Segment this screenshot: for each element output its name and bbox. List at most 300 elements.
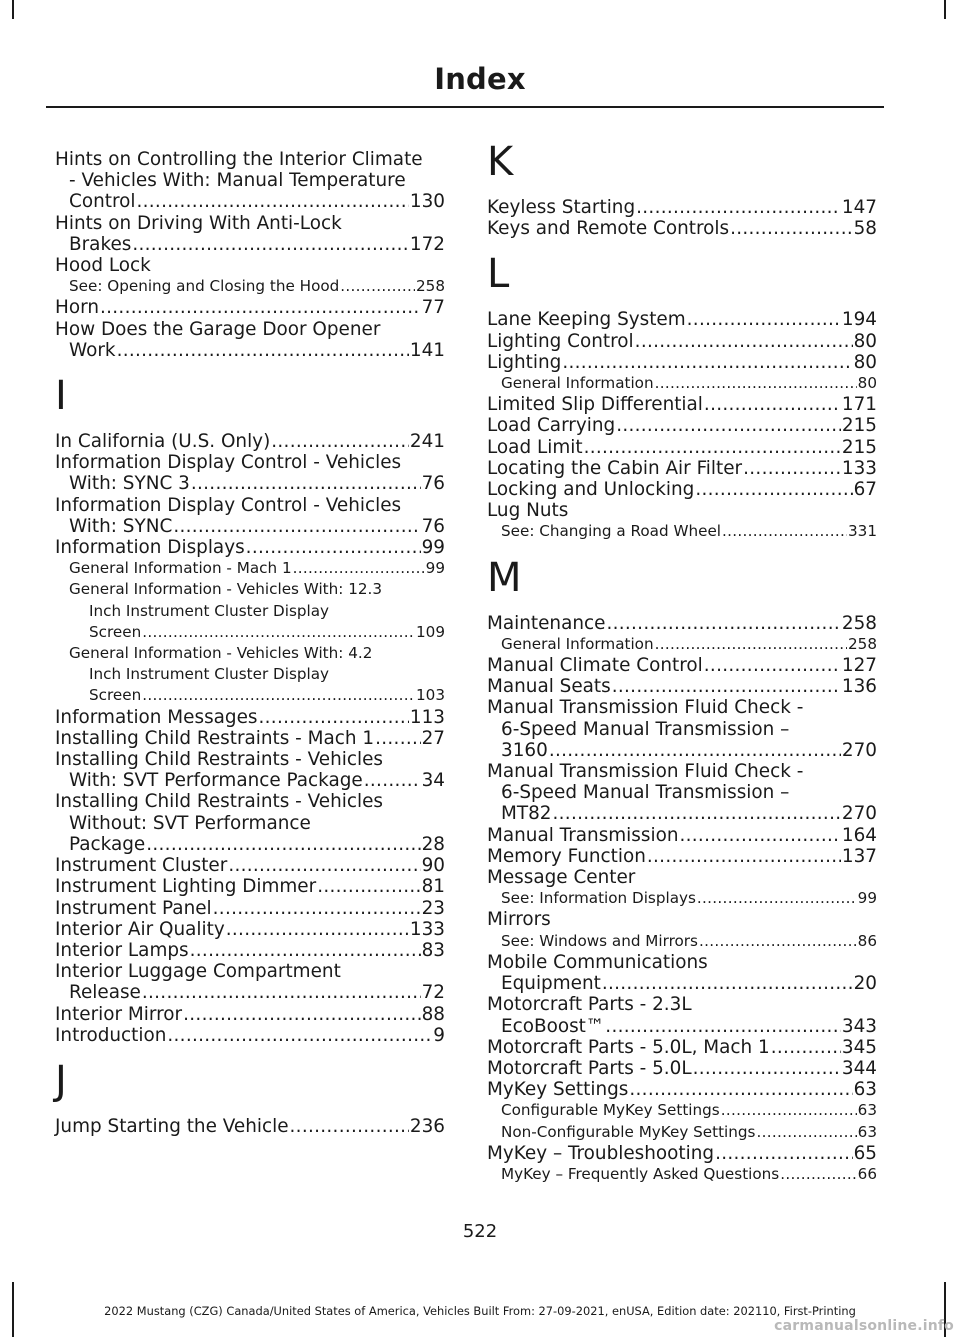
index-entry-text: Load Limit <box>487 436 583 458</box>
page-reference[interactable]: 83 <box>421 939 445 961</box>
page-reference[interactable]: 127 <box>841 655 877 677</box>
page-reference[interactable]: 9 <box>433 1024 445 1046</box>
index-entry-text: Motorcraft Parts - 5.0L, Mach 1 <box>487 1036 770 1058</box>
leader-dots <box>699 931 857 952</box>
leader-dots <box>100 297 421 318</box>
index-entry[interactable] <box>55 876 445 897</box>
page-reference[interactable]: 72 <box>421 982 445 1004</box>
index-entry-text: Locking and Unlocking <box>487 479 695 501</box>
index-entry-text: Lighting <box>487 351 562 373</box>
index-entry-line: - Vehicles With: Manual Temperature <box>69 170 406 192</box>
leader-dots <box>721 1100 857 1121</box>
page-reference[interactable]: 133 <box>841 457 877 479</box>
index-entry-text: Memory Function <box>487 845 646 867</box>
leader-dots <box>679 825 840 846</box>
page-reference[interactable]: 171 <box>841 394 877 416</box>
page-reference[interactable]: 99 <box>857 889 877 908</box>
index-entry[interactable] <box>55 452 445 494</box>
leader-dots <box>780 1164 856 1185</box>
index-column-right <box>487 139 877 1185</box>
page-reference[interactable]: 133 <box>409 918 445 940</box>
index-entry-row <box>501 888 877 909</box>
index-entry[interactable] <box>55 297 445 318</box>
index-entry[interactable] <box>55 255 445 276</box>
leader-dots <box>629 1079 852 1100</box>
page-reference[interactable]: 103 <box>416 686 445 705</box>
index-entry-row <box>501 373 877 394</box>
index-entry-row <box>487 458 877 479</box>
leader-dots <box>375 728 420 749</box>
index-subentry[interactable] <box>55 558 445 579</box>
index-entry[interactable] <box>487 613 877 634</box>
page-reference[interactable]: 99 <box>421 537 445 559</box>
page-reference[interactable]: 66 <box>857 1164 877 1183</box>
index-entry-text: See: Information Displays <box>501 889 696 908</box>
index-entry-row <box>487 309 877 330</box>
index-entry-text: Lug Nuts <box>487 500 569 522</box>
index-entry[interactable] <box>55 940 445 961</box>
index-entry-text: Maintenance <box>487 612 606 634</box>
index-entry-row <box>55 982 445 1003</box>
leader-dots <box>191 473 421 494</box>
index-entry-text: Manual Seats <box>487 676 611 698</box>
leader-dots <box>293 558 425 579</box>
leader-dots <box>246 537 421 558</box>
page-reference[interactable]: 63 <box>853 1079 877 1101</box>
page-reference[interactable]: 80 <box>857 374 877 393</box>
index-entry-line: Motorcraft Parts - 2.3L <box>487 994 692 1016</box>
index-entry-text: In California (U.S. Only) <box>55 431 271 453</box>
index-entry-text: With: SVT Performance Package <box>69 770 363 792</box>
index-entry-text: Equipment <box>501 973 601 995</box>
page-reference[interactable]: 109 <box>416 622 445 641</box>
index-entry[interactable] <box>487 655 877 676</box>
index-entry[interactable] <box>55 791 445 855</box>
index-entry-row <box>55 1004 445 1025</box>
index-subentry[interactable] <box>487 888 877 909</box>
index-entry-line: Inch Instrument Cluster Display <box>89 601 330 620</box>
index-entry-row <box>501 1164 877 1185</box>
leader-dots <box>693 1058 841 1079</box>
index-entry[interactable] <box>487 761 877 825</box>
index-entry[interactable] <box>55 537 445 558</box>
leader-dots <box>317 876 420 897</box>
index-entry-row <box>69 276 445 297</box>
leader-dots <box>136 191 408 212</box>
page-reference[interactable]: 344 <box>841 1057 877 1079</box>
leader-dots <box>167 1025 432 1046</box>
index-entry-row <box>55 537 445 558</box>
leader-dots <box>655 634 847 655</box>
page-reference[interactable]: 345 <box>841 1036 877 1058</box>
index-entry[interactable] <box>487 909 877 930</box>
leader-dots <box>647 846 841 867</box>
leader-dots <box>213 898 421 919</box>
index-entry-row <box>55 255 445 276</box>
index-entry-row <box>487 613 877 634</box>
leader-dots <box>226 919 409 940</box>
index-entry-row <box>55 855 445 876</box>
page-reference[interactable]: 241 <box>409 431 445 453</box>
leader-dots <box>715 1143 853 1164</box>
index-section-letter: M <box>487 554 522 601</box>
leader-dots <box>616 415 841 436</box>
index-entry[interactable] <box>55 919 445 940</box>
leader-dots <box>549 740 841 761</box>
index-entry-line: Interior Luggage Compartment <box>55 961 341 983</box>
index-entry-row <box>487 479 877 500</box>
page-reference[interactable]: 76 <box>421 473 445 495</box>
page-reference[interactable]: 86 <box>857 931 877 950</box>
leader-dots <box>364 770 421 791</box>
index-entry[interactable] <box>487 437 877 458</box>
page-reference[interactable]: 28 <box>421 833 445 855</box>
index-entry-row <box>487 803 877 824</box>
page-reference[interactable]: 27 <box>421 727 445 749</box>
leader-dots <box>636 197 841 218</box>
index-entry-row <box>487 437 877 458</box>
index-subentry[interactable] <box>55 276 445 297</box>
index-entry[interactable] <box>55 1025 445 1046</box>
index-entry-line: Hints on Driving With Anti-Lock <box>55 212 342 234</box>
index-entry-line: Information Display Control - Vehicles <box>55 452 402 474</box>
index-entry[interactable] <box>55 707 445 728</box>
page-reference[interactable]: 258 <box>416 277 445 296</box>
index-entry-text: Load Carrying <box>487 415 616 437</box>
leader-dots <box>730 218 853 239</box>
index-entry-text: Instrument Lighting Dimmer <box>55 876 317 898</box>
footer-watermark: carmanualsonline.info <box>774 1318 954 1334</box>
page-reference[interactable]: 67 <box>853 479 877 501</box>
leader-dots <box>183 1004 420 1025</box>
leader-dots <box>743 458 841 479</box>
index-entry-text: Interior Air Quality <box>55 918 225 940</box>
page-reference[interactable]: 63 <box>857 1122 877 1141</box>
index-entry-row <box>487 1037 877 1058</box>
index-subentry[interactable] <box>487 521 877 542</box>
index-entry-row <box>487 197 877 218</box>
index-entry[interactable] <box>487 952 877 994</box>
index-entry-row <box>55 707 445 728</box>
index-entry[interactable] <box>487 458 877 479</box>
page-reference[interactable]: 236 <box>409 1115 445 1137</box>
index-entry-text: Screen <box>89 622 142 641</box>
index-entry[interactable] <box>487 994 877 1036</box>
index-entry-text: Manual Transmission <box>487 824 679 846</box>
index-entry[interactable] <box>487 352 877 373</box>
index-entry-text: MyKey – Troubleshooting <box>487 1142 715 1164</box>
index-entry[interactable] <box>55 495 445 537</box>
index-entry-text: Non-Configurable MyKey Settings <box>501 1122 756 1141</box>
index-entry[interactable] <box>55 1116 445 1137</box>
index-entry[interactable] <box>487 394 877 415</box>
index-entry-line: General Information - Vehicles With: 12.3 <box>69 580 383 599</box>
index-subentry[interactable] <box>487 634 877 655</box>
index-entry-line: 6-Speed Manual Transmission – <box>501 718 790 740</box>
index-entry-row <box>69 622 445 643</box>
page-reference[interactable]: 88 <box>421 1003 445 1025</box>
page-reference[interactable]: 172 <box>409 233 445 255</box>
page-reference[interactable]: 258 <box>841 612 877 634</box>
index-entry-text: General Information <box>501 374 654 393</box>
page-reference[interactable]: 65 <box>853 1142 877 1164</box>
index-entry-text: General Information <box>501 634 654 653</box>
page-reference[interactable]: 194 <box>841 309 877 331</box>
crop-mark-top-left <box>12 0 14 19</box>
page-reference[interactable]: 215 <box>841 415 877 437</box>
index-entry[interactable] <box>487 331 877 352</box>
leader-dots <box>697 888 857 909</box>
index-entry[interactable] <box>487 697 877 761</box>
index-entry[interactable] <box>55 319 445 361</box>
index-entry-row <box>487 352 877 373</box>
index-entry-row <box>55 876 445 897</box>
index-entry-row <box>501 521 877 542</box>
leader-dots <box>142 622 415 643</box>
index-entry-text: Jump Starting the Vehicle <box>55 1115 289 1137</box>
leader-dots <box>704 655 841 676</box>
index-column-left <box>55 149 445 1137</box>
index-entry-line: Installing Child Restraints - Vehicles <box>55 749 384 771</box>
leader-dots <box>606 613 840 634</box>
index-entry[interactable] <box>487 1143 877 1164</box>
index-entry-row <box>487 218 877 239</box>
index-entry[interactable] <box>487 1058 877 1079</box>
index-entry-line: Hints on Controlling the Interior Climate <box>55 149 423 170</box>
page-reference[interactable]: 270 <box>841 739 877 761</box>
page-reference[interactable]: 23 <box>421 897 445 919</box>
page-reference[interactable]: 34 <box>421 770 445 792</box>
index-section-letter: L <box>487 251 510 298</box>
index-entry-row <box>55 728 445 749</box>
page-reference[interactable]: 63 <box>857 1101 877 1120</box>
footer-edition-info: 2022 Mustang (CZG) Canada/United States of America, Vehicles Built From: 27-09-2021, enUSA, Edition date: 202110, First-Printing <box>104 1304 856 1318</box>
index-entry[interactable] <box>55 213 445 255</box>
index-entry-text: Horn <box>55 297 99 319</box>
index-subentry[interactable] <box>55 643 445 707</box>
leader-dots <box>173 516 420 537</box>
index-entry[interactable] <box>487 825 877 846</box>
index-entry-text: Introduction <box>55 1024 167 1046</box>
index-entry-text: Limited Slip Differential <box>487 394 703 416</box>
index-entry-row <box>487 394 877 415</box>
index-entry-text: See: Changing a Road Wheel <box>501 522 722 541</box>
leader-dots <box>132 234 409 255</box>
leader-dots <box>562 352 852 373</box>
leader-dots <box>553 803 841 824</box>
index-subentry[interactable] <box>487 1100 877 1121</box>
leader-dots <box>771 1037 841 1058</box>
leader-dots <box>756 1122 856 1143</box>
index-entry[interactable] <box>55 961 445 1003</box>
index-entry[interactable] <box>487 197 877 218</box>
index-section-letter: K <box>487 139 514 185</box>
index-entry-row <box>55 1025 445 1046</box>
index-entry-row <box>55 234 445 255</box>
leader-dots <box>695 479 852 500</box>
index-entry-row <box>487 1058 877 1079</box>
index-entry-row <box>487 825 877 846</box>
index-entry-text: Configurable MyKey Settings <box>501 1101 720 1120</box>
index-entry[interactable] <box>487 846 877 867</box>
leader-dots <box>612 676 841 697</box>
leader-dots <box>290 1116 409 1137</box>
index-entry-text: Package <box>69 833 146 855</box>
page-reference[interactable]: 130 <box>409 191 445 213</box>
index-entry[interactable] <box>487 309 877 330</box>
index-entry[interactable] <box>487 500 877 521</box>
index-entry-row <box>487 909 877 930</box>
page-reference[interactable]: 343 <box>841 1015 877 1037</box>
index-entry-text: 3160 <box>501 739 548 761</box>
page-reference[interactable]: 141 <box>409 339 445 361</box>
index-entry-text: Release <box>69 982 141 1004</box>
index-entry-row <box>55 297 445 318</box>
index-entry-row <box>55 770 445 791</box>
index-subentry[interactable] <box>487 931 877 952</box>
leader-dots <box>635 331 853 352</box>
page-reference[interactable]: 80 <box>853 330 877 352</box>
index-entry-text: Manual Climate Control <box>487 655 703 677</box>
index-entry-text: EcoBoost™ <box>501 1015 605 1037</box>
index-entry[interactable] <box>487 1079 877 1100</box>
index-entry-line: Manual Transmission Fluid Check - <box>487 697 804 719</box>
index-entry-text: Work <box>69 339 116 361</box>
index-entry-line: Installing Child Restraints - Vehicles <box>55 791 384 813</box>
index-subentry[interactable] <box>487 373 877 394</box>
header-divider <box>46 106 884 108</box>
leader-dots <box>605 1016 841 1037</box>
page-reference[interactable]: 164 <box>841 824 877 846</box>
index-entry[interactable] <box>55 855 445 876</box>
leader-dots <box>146 834 420 855</box>
index-entry[interactable] <box>55 898 445 919</box>
page-reference[interactable]: 147 <box>841 197 877 218</box>
index-entry-line: Inch Instrument Cluster Display <box>89 665 330 684</box>
index-entry[interactable] <box>487 867 877 888</box>
page-reference[interactable]: 80 <box>853 351 877 373</box>
index-entry-row <box>501 1122 877 1143</box>
index-entry[interactable] <box>487 415 877 436</box>
leader-dots <box>602 973 853 994</box>
leader-dots <box>117 340 409 361</box>
page-reference[interactable]: 113 <box>409 706 445 728</box>
index-entry[interactable] <box>487 479 877 500</box>
leader-dots <box>584 437 841 458</box>
index-entry-text: Brakes <box>69 233 132 255</box>
index-entry-text: Installing Child Restraints - Mach 1 <box>55 727 375 749</box>
index-entry-row <box>55 898 445 919</box>
page-reference[interactable]: 77 <box>421 297 445 319</box>
index-entry-line: Mobile Communications <box>487 951 708 973</box>
index-entry-row <box>487 1016 877 1037</box>
index-entry[interactable] <box>55 1004 445 1025</box>
index-entry-row <box>55 431 445 452</box>
index-entry-row <box>487 500 877 521</box>
index-entry-row <box>55 473 445 494</box>
index-entry-row <box>55 340 445 361</box>
index-entry-row <box>55 516 445 537</box>
leader-dots <box>722 521 847 542</box>
index-entry-row <box>487 867 877 888</box>
page-reference[interactable]: 76 <box>421 515 445 537</box>
page-reference[interactable]: 258 <box>848 634 877 653</box>
page-reference[interactable]: 215 <box>841 436 877 458</box>
index-entry-text: Information Messages <box>55 706 258 728</box>
index-entry-text: Information Displays <box>55 537 245 559</box>
index-entry-text: Keys and Remote Controls <box>487 218 730 240</box>
index-subentry[interactable] <box>55 579 445 643</box>
leader-dots <box>228 855 420 876</box>
index-entry[interactable] <box>55 749 445 791</box>
leader-dots <box>142 982 421 1003</box>
index-entry[interactable] <box>55 728 445 749</box>
leader-dots <box>271 431 409 452</box>
index-entry-text: Motorcraft Parts - 5.0L <box>487 1057 692 1079</box>
index-entry-row <box>487 846 877 867</box>
page-reference[interactable]: 137 <box>841 845 877 867</box>
leader-dots <box>142 685 415 706</box>
index-entry-text: Instrument Cluster <box>55 855 228 877</box>
index-entry-text: Lane Keeping System <box>487 309 686 331</box>
crop-mark-top-right <box>944 0 946 19</box>
page-reference[interactable]: 20 <box>853 973 877 995</box>
page-number: 522 <box>462 1221 498 1242</box>
page-reference[interactable]: 58 <box>853 218 877 240</box>
page-reference[interactable]: 136 <box>841 676 877 698</box>
index-entry[interactable] <box>487 676 877 697</box>
index-entry[interactable] <box>55 431 445 452</box>
index-entry-row <box>501 634 877 655</box>
index-entry-row <box>69 685 445 706</box>
index-subentry[interactable] <box>487 1122 877 1143</box>
index-entry-text: Locating the Cabin Air Filter <box>487 457 743 479</box>
index-entry-text: Mirrors <box>487 909 551 931</box>
page-reference[interactable]: 90 <box>421 855 445 877</box>
index-entry-line: How Does the Garage Door Opener <box>55 318 381 340</box>
index-entry[interactable] <box>55 149 445 213</box>
index-entry-line: General Information - Vehicles With: 4.2 <box>69 644 373 663</box>
index-entry-row <box>501 931 877 952</box>
page-title: Index <box>434 62 526 96</box>
index-entry-line: Manual Transmission Fluid Check - <box>487 761 804 783</box>
index-entry-row <box>487 1143 877 1164</box>
index-entry[interactable] <box>487 1037 877 1058</box>
index-entry-text: Control <box>69 191 136 213</box>
index-entry-text: Screen <box>89 686 142 705</box>
index-entry-row <box>487 331 877 352</box>
index-entry-row <box>55 834 445 855</box>
index-entry-row <box>487 676 877 697</box>
index-entry-row <box>487 740 877 761</box>
leader-dots <box>259 707 409 728</box>
index-entry-text: General Information - Mach 1 <box>69 559 292 578</box>
index-entry-text: Message Center <box>487 867 636 889</box>
index-entry[interactable] <box>487 218 877 239</box>
index-subentry[interactable] <box>487 1164 877 1185</box>
page-reference[interactable]: 81 <box>421 876 445 898</box>
index-entry-text: With: SYNC <box>69 515 173 537</box>
index-entry-text: Instrument Panel <box>55 897 212 919</box>
page-reference[interactable]: 331 <box>848 522 877 541</box>
index-entry-row <box>487 1079 877 1100</box>
index-entry-row <box>487 415 877 436</box>
leader-dots <box>687 309 841 330</box>
index-entry-text: Interior Lamps <box>55 939 189 961</box>
page-reference[interactable]: 99 <box>425 559 445 578</box>
page-reference[interactable]: 270 <box>841 803 877 825</box>
index-entry-text: Interior Mirror <box>55 1003 183 1025</box>
